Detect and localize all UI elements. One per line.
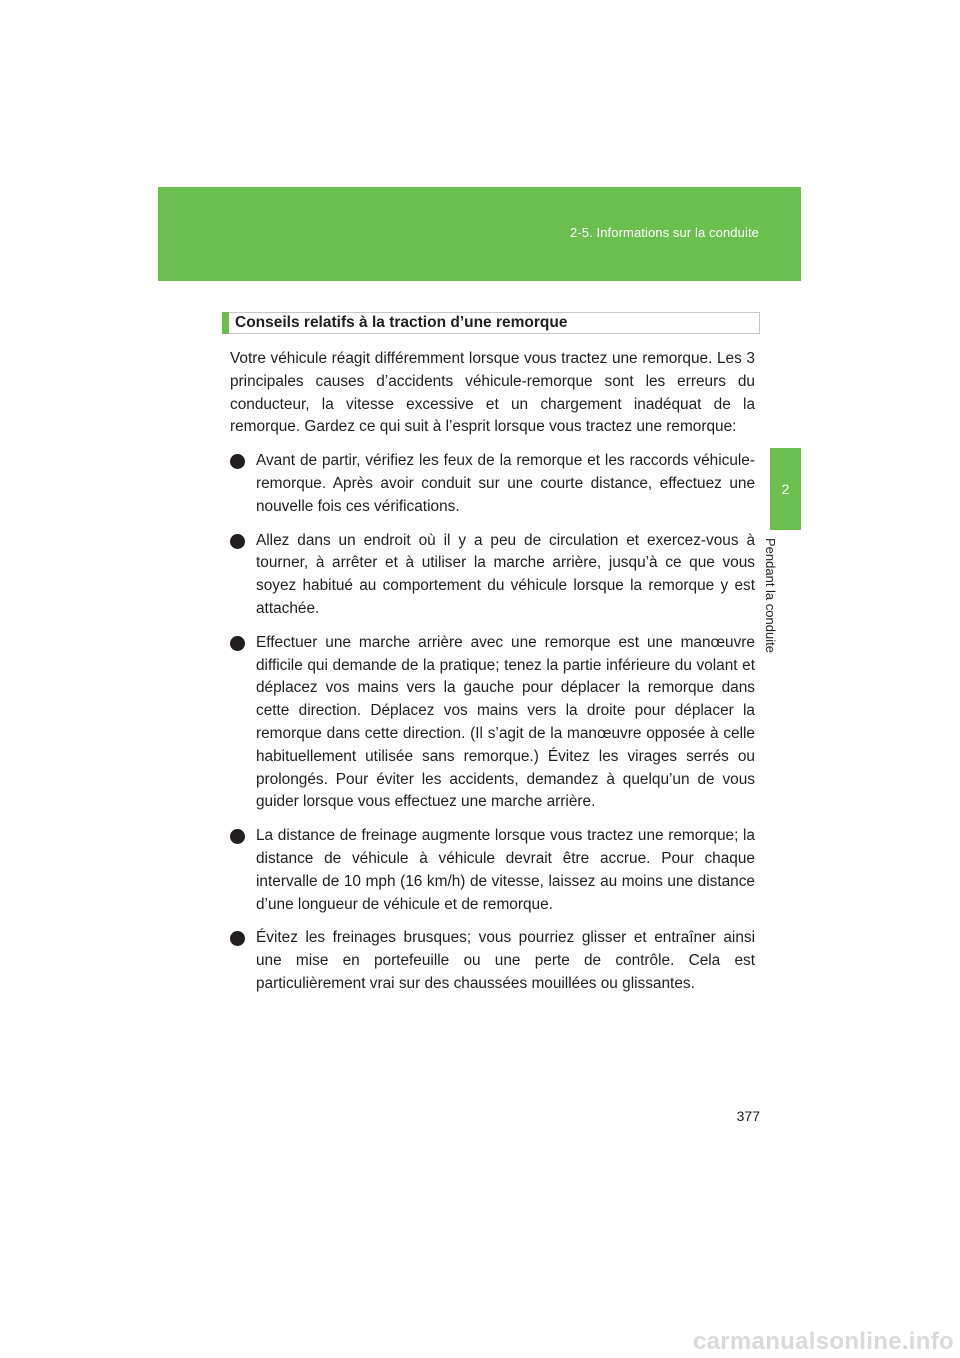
- bullet-icon: [230, 636, 245, 651]
- section-heading-box: [222, 312, 760, 334]
- list-item: [230, 825, 755, 916]
- list-item-text: Effectuer une marche arrière avec une remorque est une manœuvre difficile qui demande de la pratique; tenez la partie inférieure du volant et déplacez vos mains vers la gauche pour déplacer la remorque dans cette direction. Déplacez vos mains vers la droite pour déplacer la remorque dans cette direction. (Il s’agit de la manœuvre opposée à celle habituellement utilisée sans remorque.) Évitez les virages serrés ou prolongés. Pour éviter les accidents, demandez à quelqu’un de vous guider lorsque vous effectuez une marche arrière.: [256, 633, 755, 811]
- chapter-label: Pendant la conduite: [762, 538, 778, 653]
- bullet-icon: [230, 931, 245, 946]
- tips-list: [230, 450, 755, 996]
- list-item-text: Avant de partir, vérifiez les feux de la remorque et les raccords véhicule-remorque. Après avoir conduit sur une courte distance, effectuez une nouvelle fois ces vérifications.: [256, 452, 755, 515]
- chapter-label-column: [762, 530, 801, 690]
- chapter-number: 2: [781, 481, 790, 497]
- bullet-icon: [230, 454, 245, 469]
- main-content: [230, 348, 755, 1007]
- list-item: [230, 450, 755, 518]
- list-item: [230, 632, 755, 814]
- list-item: [230, 927, 755, 995]
- list-item-text: Évitez les freinages brusques; vous pourriez glisser et entraîner ainsi une mise en portefeuille ou une perte de contrôle. Cela est particulièrement vrai sur des chaussées mouillées ou glissantes.: [256, 929, 755, 992]
- page-number: 377: [736, 1108, 760, 1124]
- bullet-icon: [230, 534, 245, 549]
- list-item-text: Allez dans un endroit où il y a peu de circulation et exercez-vous à tourner, à arrêter et à utiliser la marche arrière, jusqu’à ce que vous soyez habitué au comportement du véhicule lorsque la remorque y est attachée.: [256, 531, 755, 617]
- header-band: [158, 187, 801, 281]
- chapter-number-tab: [770, 448, 801, 530]
- section-heading: Conseils relatifs à la traction d’une remorque: [235, 314, 568, 331]
- section-reference: 2-5. Informations sur la conduite: [569, 225, 759, 240]
- list-item: [230, 530, 755, 621]
- intro-paragraph: Votre véhicule réagit différemment lorsque vous tractez une remorque. Les 3 principales causes d’accidents véhicule-remorque sont les erreurs du conducteur, la vitesse excessive et un chargement inadéquat de la remorque. Gardez ce qui suit à l’esprit lorsque vous tractez une remorque:: [230, 350, 755, 436]
- heading-accent-bar: [222, 312, 229, 334]
- watermark: carmanualsonline.info: [692, 1328, 954, 1355]
- list-item-text: La distance de freinage augmente lorsque vous tractez une remorque; la distance de véhicule à véhicule devrait être accrue. Pour chaque intervalle de 10 mph (16 km/h) de vitesse, laissez au moins une distance d’une longueur de véhicule et de remorque.: [256, 827, 755, 913]
- bullet-icon: [230, 829, 245, 844]
